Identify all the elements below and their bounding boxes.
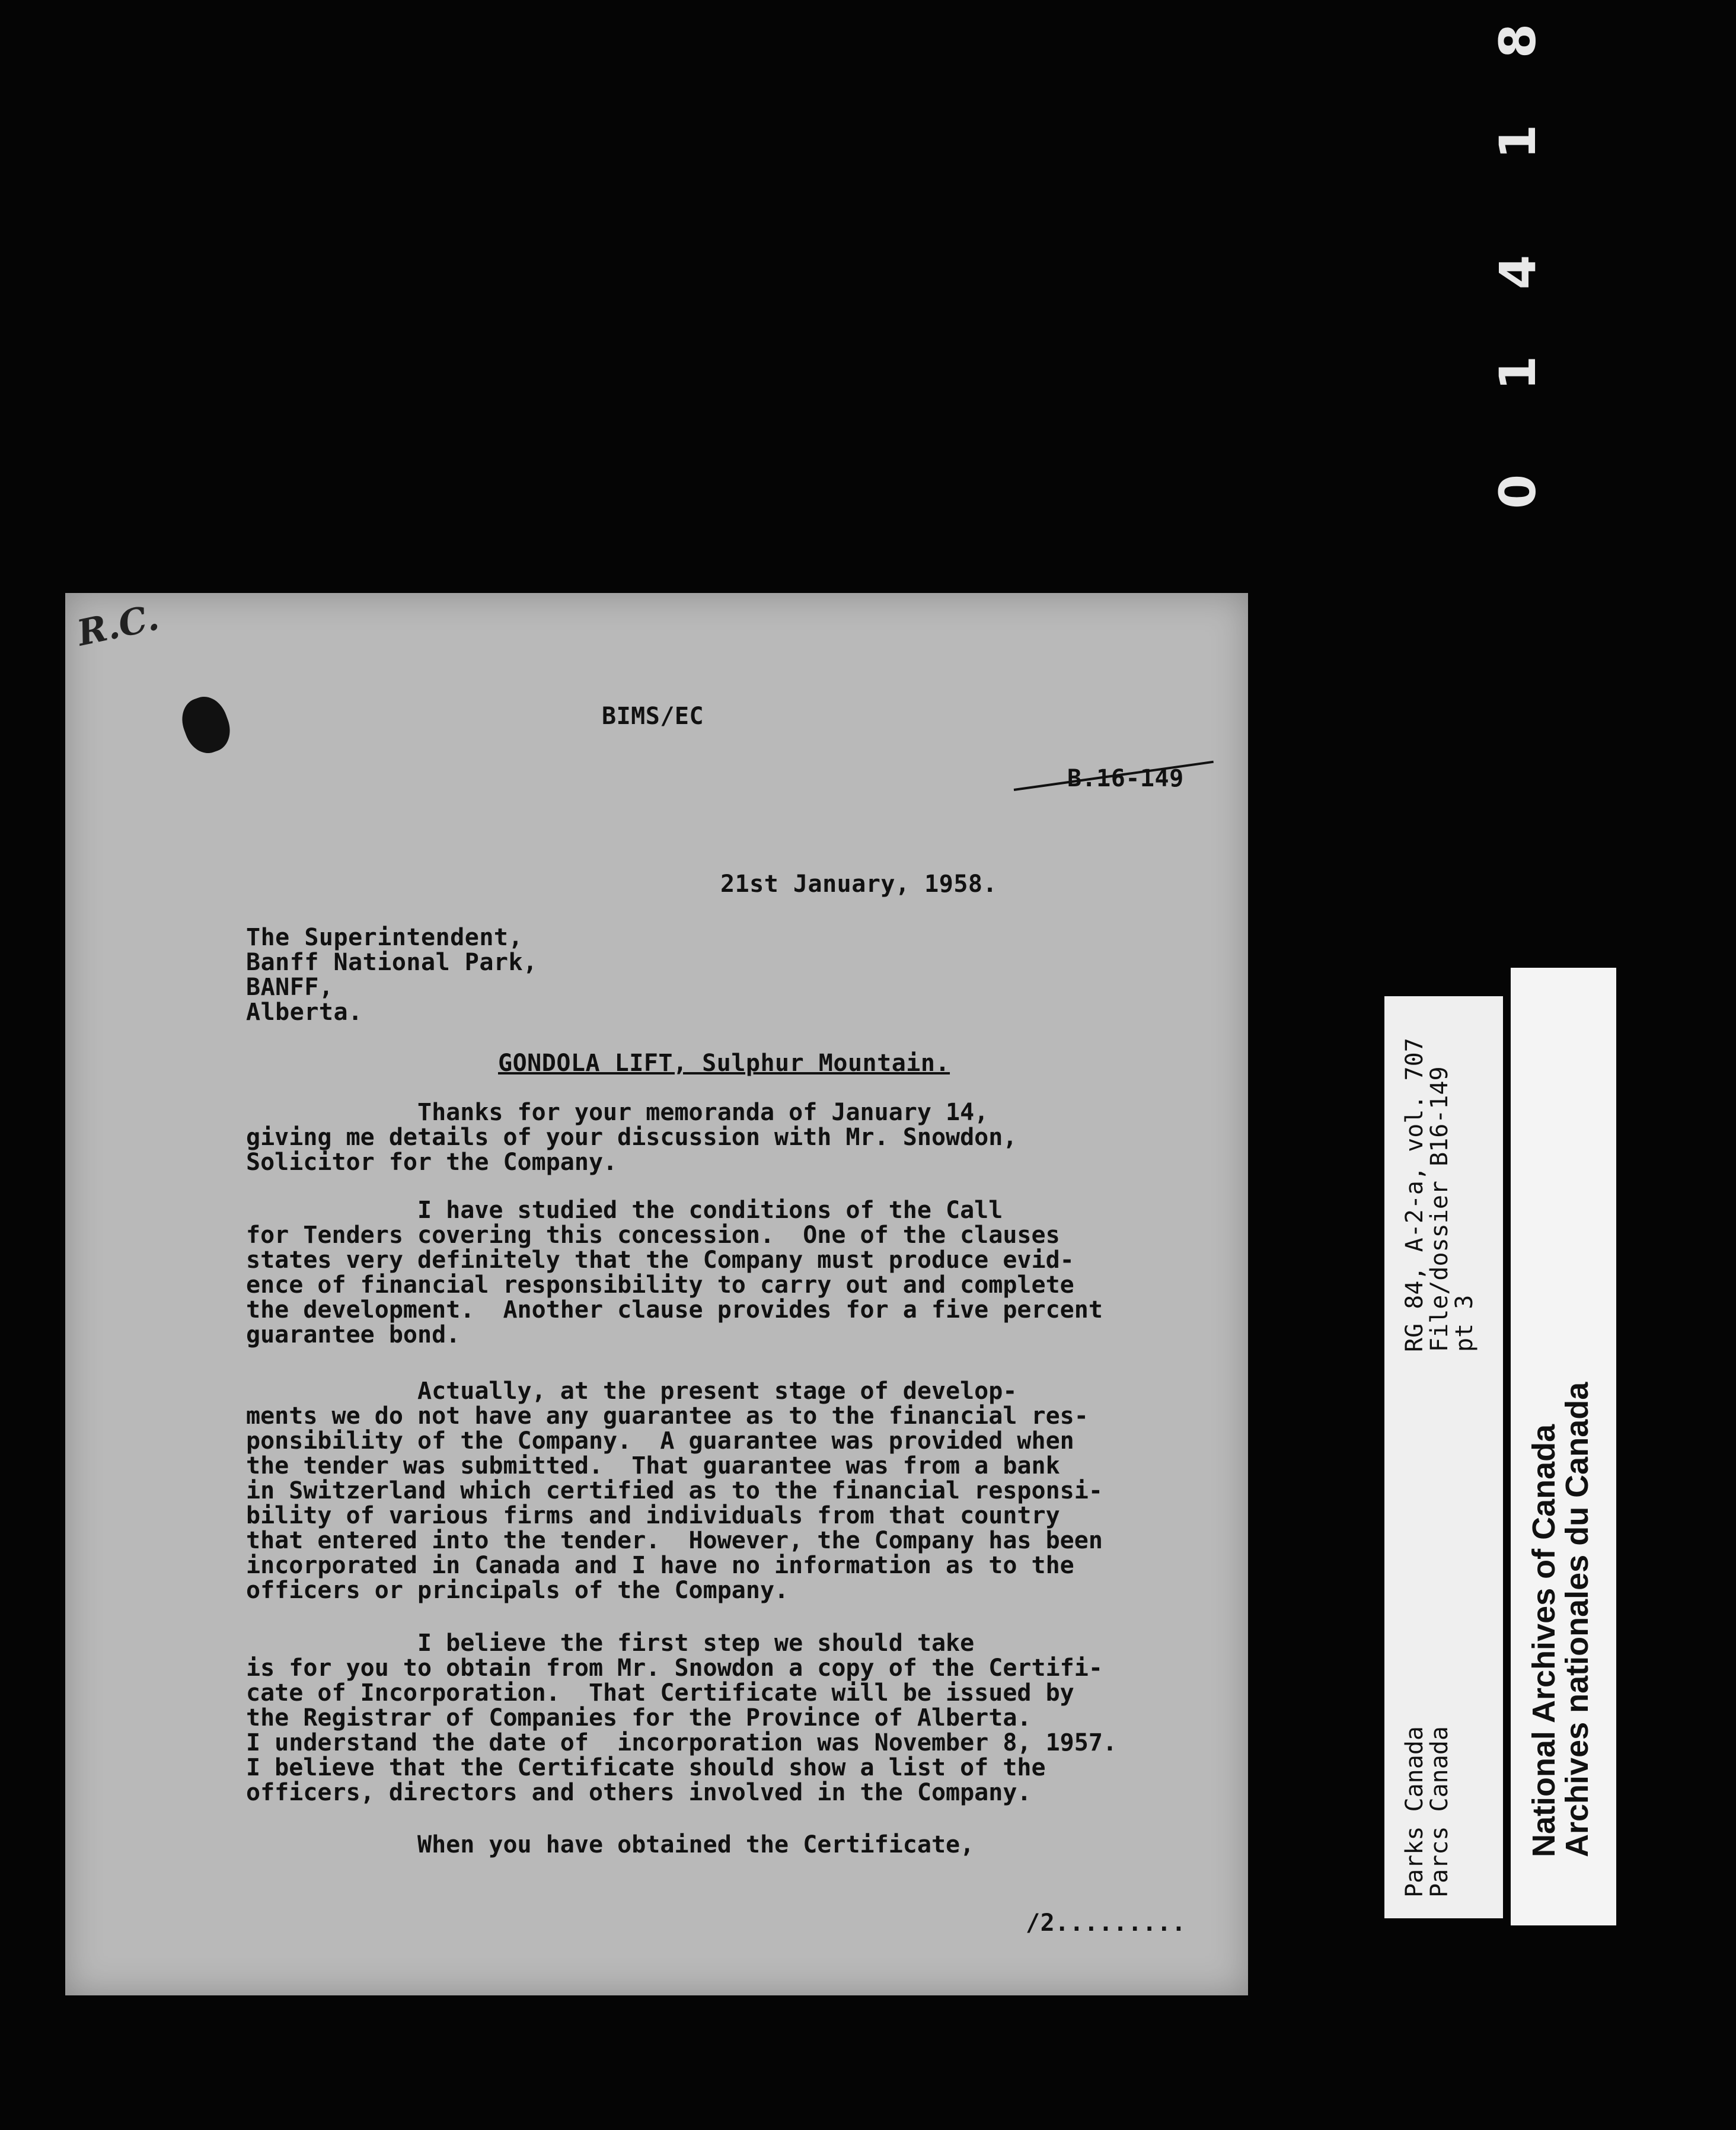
frame-digit: 1 xyxy=(1489,355,1547,391)
paragraph: I have studied the conditions of the Call for Tenders covering this concession. One of the clauses states very definitely that the Company must produce evid- ence of financial responsibility to carry out and complete the development. Another clause provides for a five percent guarantee bond. xyxy=(246,1197,1103,1348)
frame-digit: 8 xyxy=(1489,23,1547,59)
paragraph: When you have obtained the Certificate, xyxy=(246,1831,975,1858)
frame-digit: 1 xyxy=(1489,124,1547,160)
paragraph: Actually, at the present stage of develop- ments we do not have any guarantee as to the financial res- ponsibility of the Company. A guarantee was provided when the tender was submitted. That guarantee was from a bank in Switzerland which certified as to the financial responsi- bility of various firms and individuals from that country that entered into the tender. However, the Company has been incorporated in Canada and I have no information as to the officers or principals of the Company. xyxy=(246,1378,1103,1604)
file-number: B.16-149 xyxy=(1067,765,1184,792)
paragraph: Thanks for your memoranda of January 14, giving me details of your discussion with Mr. Snowdon, Solicitor for the Company. xyxy=(246,1099,1017,1176)
microfilm-frame-number xyxy=(1482,12,1553,522)
address-line: Alberta. xyxy=(246,999,363,1026)
archive-reference: RG 84, A-2-a, vol. 707 File/dossier B16-149 pt 3 xyxy=(1401,1038,1478,1352)
reference-initials: BIMS/EC xyxy=(602,703,704,730)
letter-page xyxy=(65,593,1248,1995)
institution-name: National Archives of Canada Archives nationales du Canada xyxy=(1526,1382,1595,1857)
frame-digit: 4 xyxy=(1489,254,1547,290)
address-line: Banff National Park, xyxy=(246,949,538,976)
address-line: The Superintendent, xyxy=(246,924,524,951)
address-line: BANFF, xyxy=(246,974,334,1001)
paragraph: I believe the first step we should take is for you to obtain from Mr. Snowdon a copy of the Certifi- cate of Incorporation. That Certificate will be issued by the Registrar of Companies for the Province of Alberta. I understand the date of incorporation was November 8, 1957. I believe that the Certificate should show a list of the officers, directors and others involved in the Company. xyxy=(246,1630,1118,1806)
archive-reference-strip xyxy=(1384,996,1503,1918)
department-name: Parks Canada Parcs Canada xyxy=(1401,1726,1453,1898)
punch-hole xyxy=(175,691,237,759)
letter-subject: GONDOLA LIFT, Sulphur Mountain. xyxy=(498,1050,950,1077)
frame-digit: 0 xyxy=(1489,474,1547,509)
letter-date: 21st January, 1958. xyxy=(720,871,998,898)
continued-marker: /2......... xyxy=(1026,1909,1186,1937)
archive-institution-strip xyxy=(1511,968,1616,1925)
handwritten-mark: R.C. xyxy=(74,597,163,655)
